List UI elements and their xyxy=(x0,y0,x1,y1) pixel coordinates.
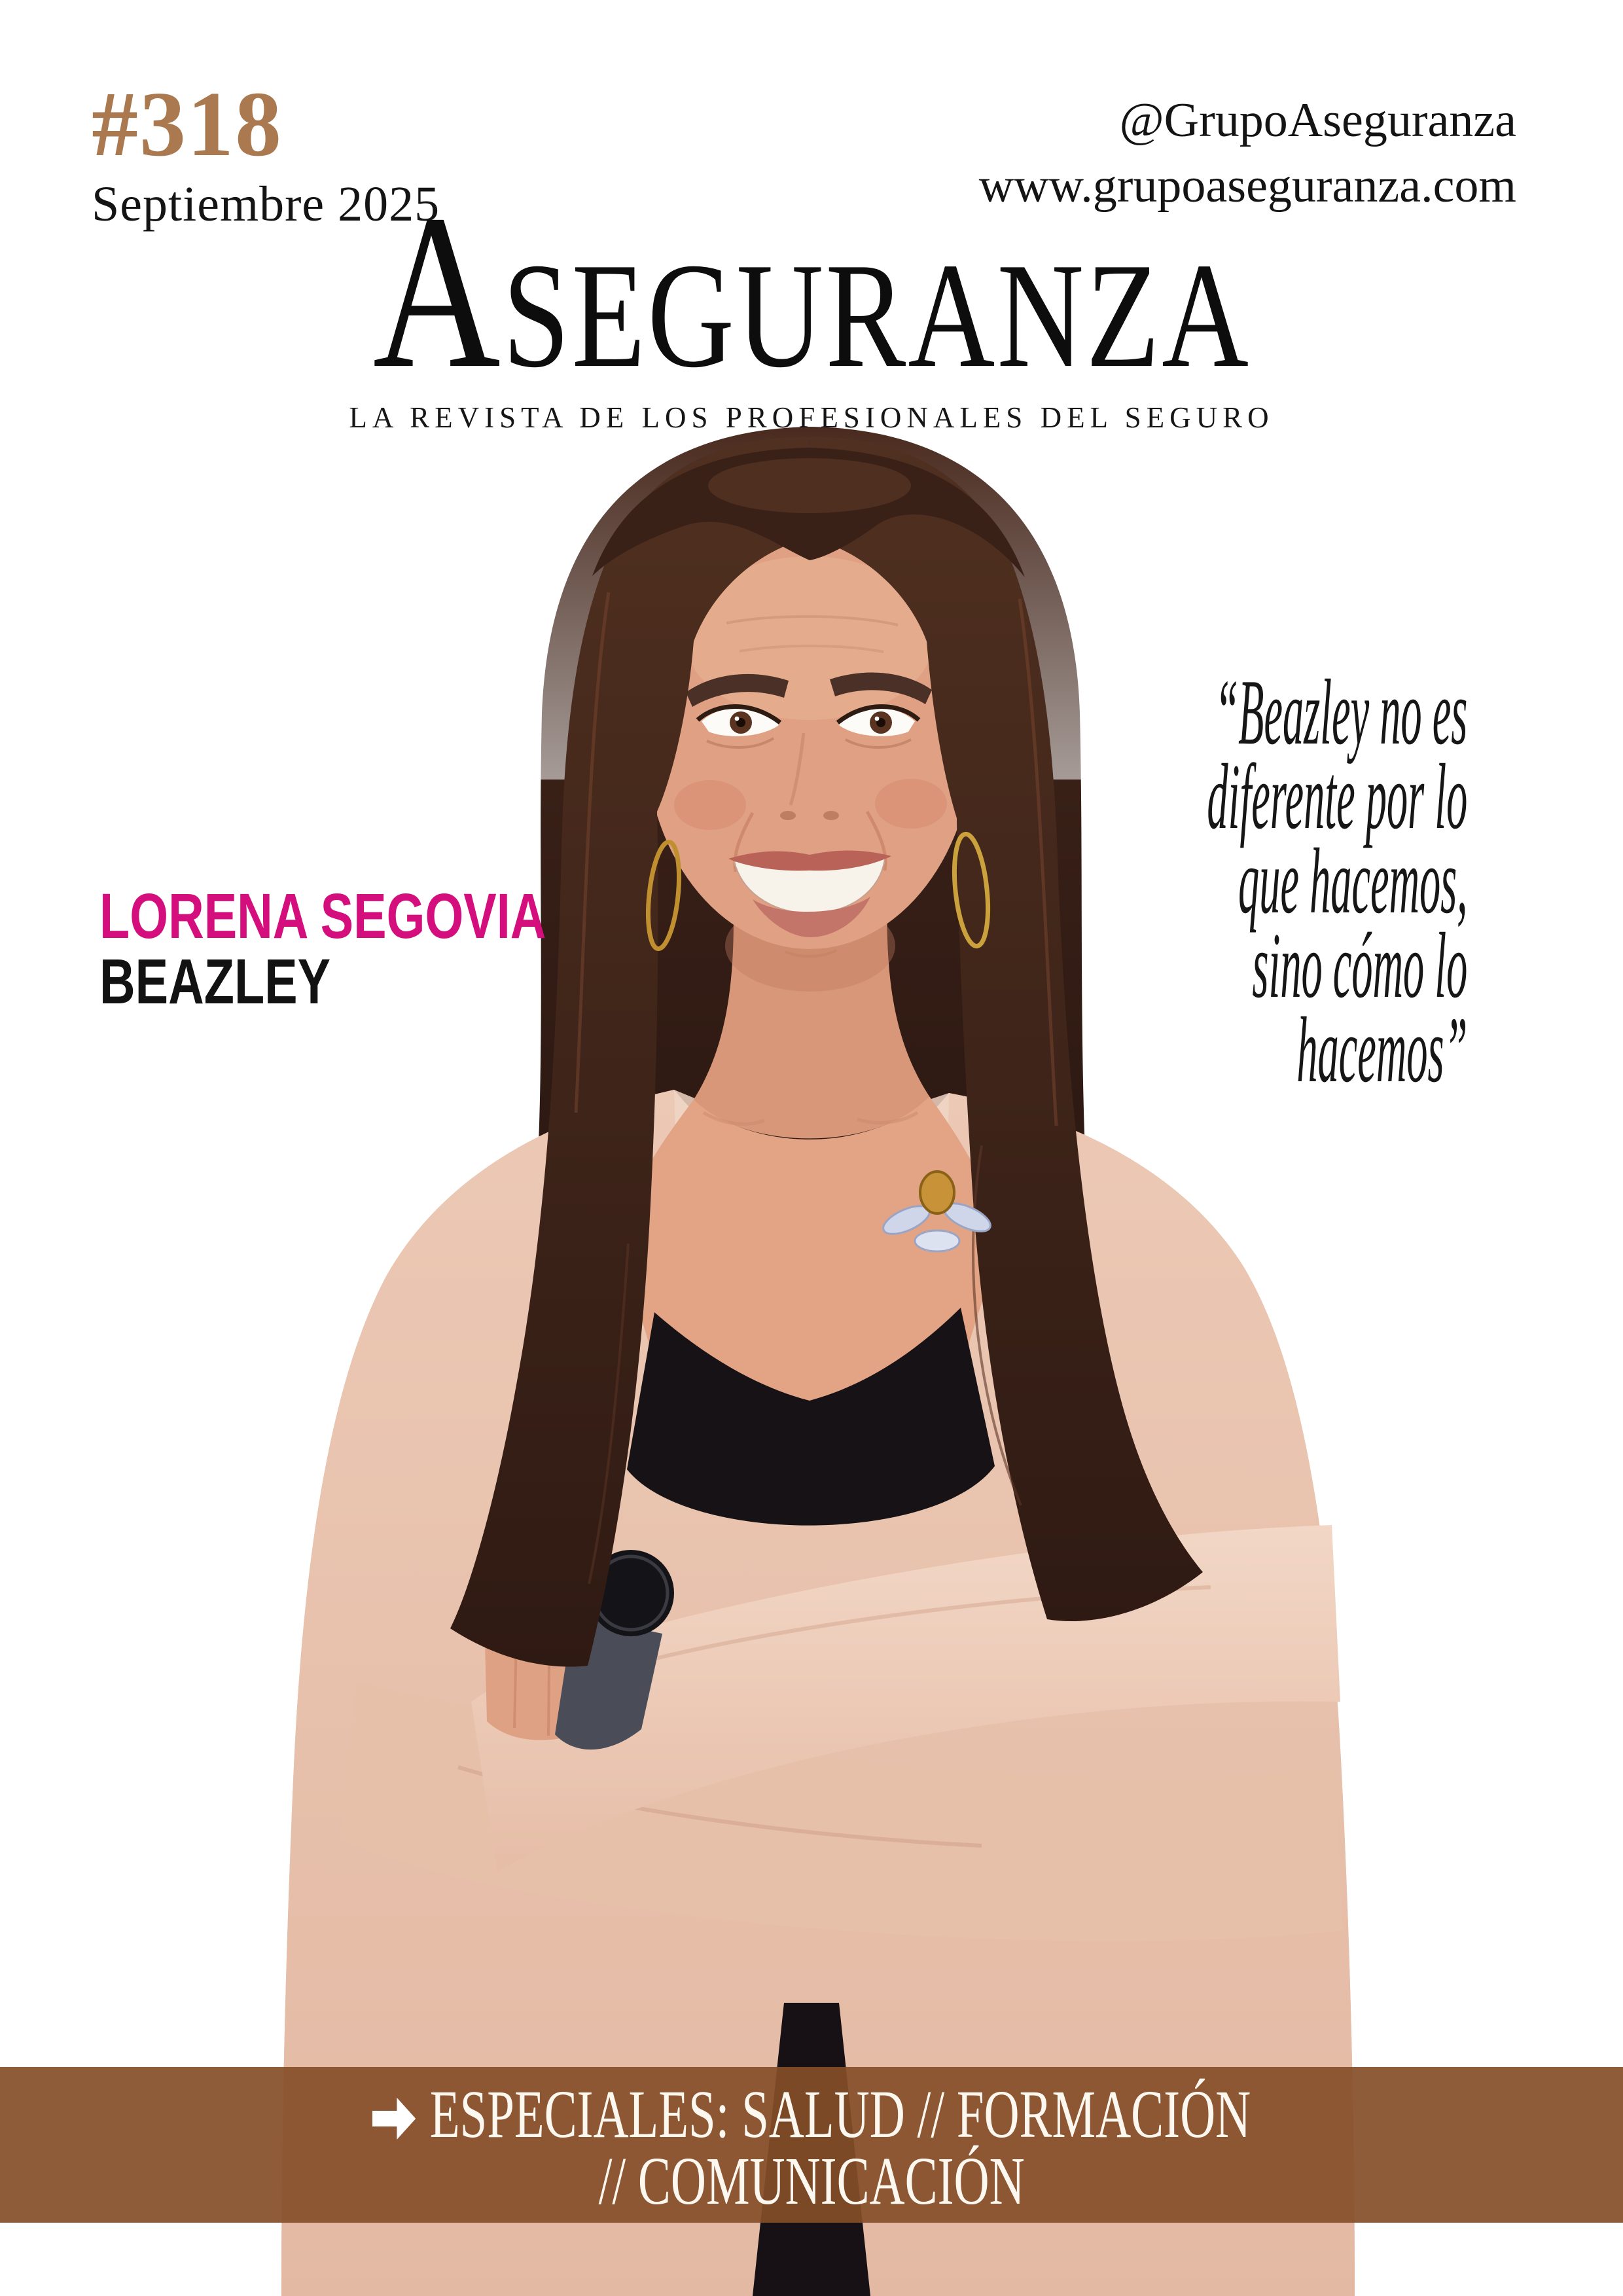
website-url: www.grupoaseguranza.com xyxy=(978,159,1516,213)
quote-line: “Beazley no es xyxy=(1214,660,1467,764)
person-name: LORENA SEGOVIA xyxy=(99,880,546,952)
banner-line-1 xyxy=(372,2077,1251,2152)
cover-quote xyxy=(889,660,1467,1102)
quote-line: sino cómo lo xyxy=(1252,914,1467,1017)
quote-line: hacemos” xyxy=(1296,998,1467,1102)
issue-number: #318 xyxy=(92,72,283,175)
quote-line: que hacemos, xyxy=(1238,829,1467,933)
magazine-title: ASEGURANZA xyxy=(372,170,1251,414)
banner-line-2 xyxy=(598,2144,1025,2219)
banner-text-2: // COMUNICACIÓN xyxy=(598,2144,1025,2219)
issue-date: Septiembre 2025 xyxy=(92,177,440,232)
company-name: BEAZLEY xyxy=(99,946,331,1017)
cover-name-block xyxy=(99,880,672,1017)
banner-text-1: ESPECIALES: SALUD // FORMACIÓN xyxy=(429,2077,1251,2152)
right-arrow-icon xyxy=(372,2084,416,2151)
quote-line: diferente por lo xyxy=(1207,745,1467,848)
social-handle: @GrupoAseguranza xyxy=(1119,94,1516,147)
magazine-tagline: LA REVISTA DE LOS PROFESIONALES DEL SEGURO xyxy=(349,401,1274,434)
specials-banner xyxy=(0,2067,1623,2223)
